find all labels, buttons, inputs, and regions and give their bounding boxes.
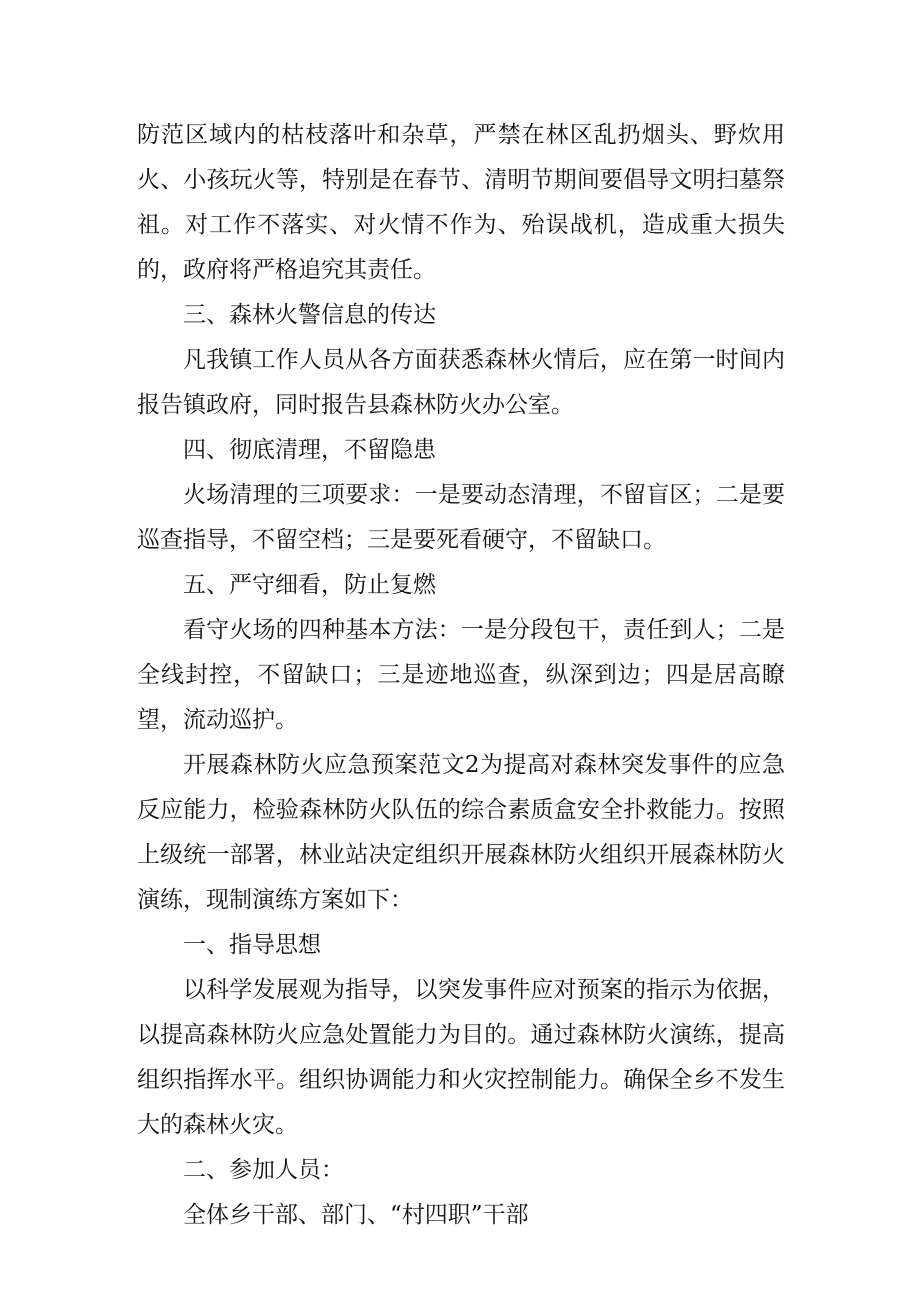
document-body (137, 113, 785, 1238)
section-heading-participants: 二、参加人员： (183, 1157, 344, 1183)
section-heading-three: 三、森林火警信息的传达 (183, 302, 436, 328)
section-heading-five: 五、严守细看，防止复燃 (183, 572, 436, 598)
paragraph-sample-two-intro: 开展森林防火应急预案范文2为提高对森林突发事件的应急反应能力，检验森林防火队伍的综合素质盒安全扑救能力。按照上级统一部署，林业站决定组织开展森林防火组织开展森林防火演练，现制演练方案如下： (137, 752, 785, 913)
paragraph-participants: 全体乡干部、部门、“村四职”干部 (183, 1202, 529, 1228)
paragraph-fire-alarm-reporting: 凡我镇工作人员从各方面获悉森林火情后，应在第一时间内报告镇政府，同时报告县森林防火办公室。 (137, 347, 785, 418)
section-heading-guiding-ideology: 一、指导思想 (183, 932, 321, 958)
paragraph-cleanup-requirements: 火场清理的三项要求：一是要动态清理，不留盲区；二是要巡查指导，不留空档；三是要死看硬守，不留缺口。 (137, 482, 785, 553)
section-heading-four: 四、彻底清理，不留隐患 (183, 437, 436, 463)
paragraph-guarding-methods: 看守火场的四种基本方法：一是分段包干，责任到人；二是全线封控，不留缺口；三是迹地巡查，纵深到边；四是居高瞭望，流动巡护。 (137, 617, 785, 733)
paragraph-continuation: 防范区域内的枯枝落叶和杂草，严禁在林区乱扔烟头、野炊用火、小孩玩火等，特别是在春节、清明节期间要倡导文明扫墓祭祖。对工作不落实、对火情不作为、殆误战机，造成重大损失的，政府将严格追究其责任。 (137, 122, 785, 283)
paragraph-guiding-ideology: 以科学发展观为指导，以突发事件应对预案的指示为依据，以提高森林防火应急处置能力为目的。通过森林防火演练，提高组织指挥水平。组织协调能力和火灾控制能力。确保全乡不发生大的森林火灾。 (137, 977, 785, 1138)
